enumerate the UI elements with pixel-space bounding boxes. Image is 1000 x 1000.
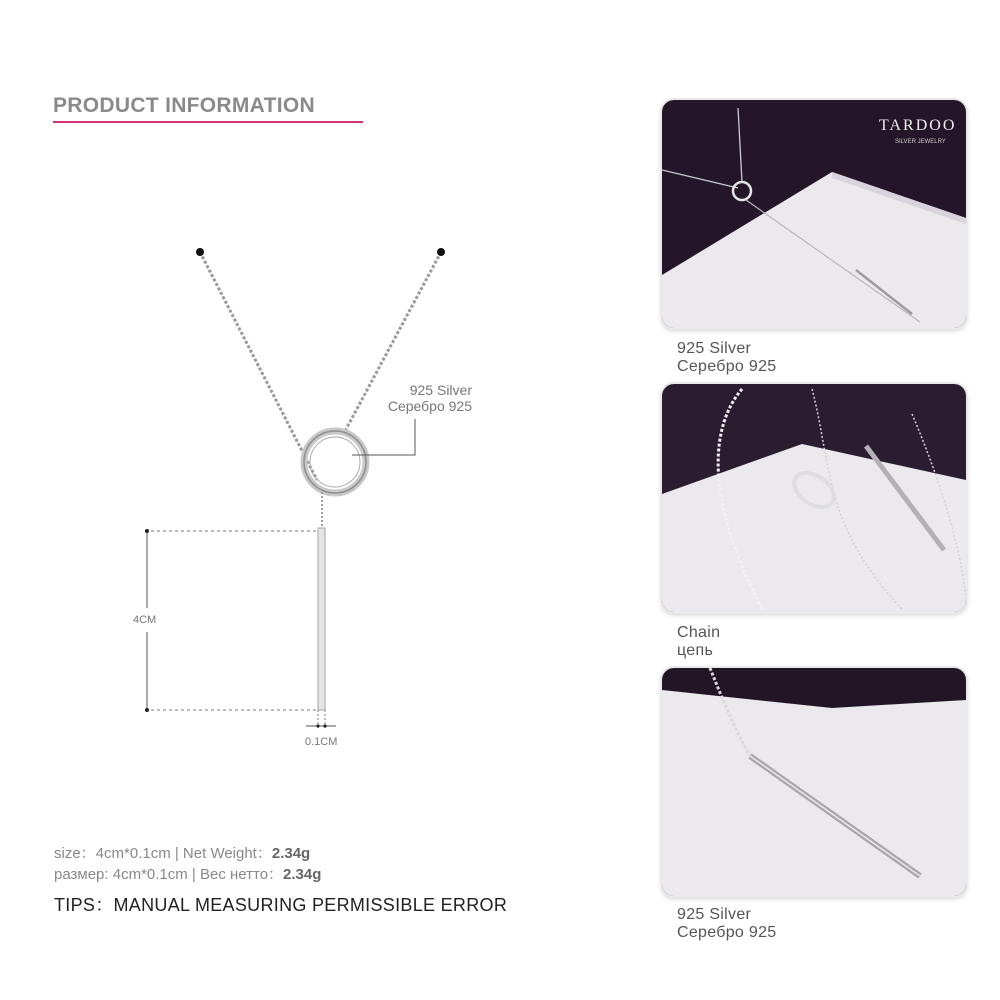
photo-2-caption-ru: цепь (677, 642, 714, 659)
spec-text-ru: размер: 4cm*0.1cm | Вес нетто： (54, 866, 284, 883)
ring-pendant (304, 431, 366, 493)
clasp-left (196, 248, 204, 256)
brand-subtitle: SILVER JEWELRY (895, 139, 946, 145)
callout-line-ru: Серебро 925 (387, 398, 472, 414)
product-photo-3 (662, 668, 966, 896)
photo-2-caption-en: Chain (677, 624, 721, 641)
photo-1-caption (677, 340, 776, 376)
callout-line-en: 925 Silver (409, 382, 472, 398)
photo-3-caption (677, 906, 776, 942)
photo-2-caption (677, 624, 720, 660)
spec-text-en: size：4cm*0.1cm | Net Weight： (54, 845, 272, 862)
photo-3-caption-en: 925 Silver (677, 906, 752, 923)
product-photo-2 (662, 384, 966, 612)
bar-pendant (318, 528, 325, 710)
tips-text: TIPS：MANUAL MEASURING PERMISSIBLE ERROR (54, 895, 508, 915)
photo-1-caption-en: 925 Silver (677, 340, 752, 357)
photo-1-caption-ru: Серебро 925 (677, 358, 777, 375)
width-dimension (306, 710, 336, 728)
spec-weight-en: 2.34g (271, 845, 311, 862)
width-label: 0.1CM (305, 736, 338, 748)
spec-weight-ru: 2.34g (283, 866, 322, 883)
length-dimension (145, 529, 318, 712)
product-photo-1 (662, 100, 966, 328)
material-callout (360, 382, 472, 414)
photo-3-caption-ru: Серебро 925 (677, 924, 777, 941)
necklace-diagram (0, 0, 620, 780)
section-title: PRODUCT INFORMATION (53, 94, 315, 117)
spec-line-en (54, 842, 310, 863)
chain-left (200, 252, 317, 480)
brand-logo: TARDOO (879, 117, 957, 134)
clasp-right (437, 248, 445, 256)
length-label: 4CM (133, 614, 157, 626)
spec-line-ru (54, 863, 321, 884)
